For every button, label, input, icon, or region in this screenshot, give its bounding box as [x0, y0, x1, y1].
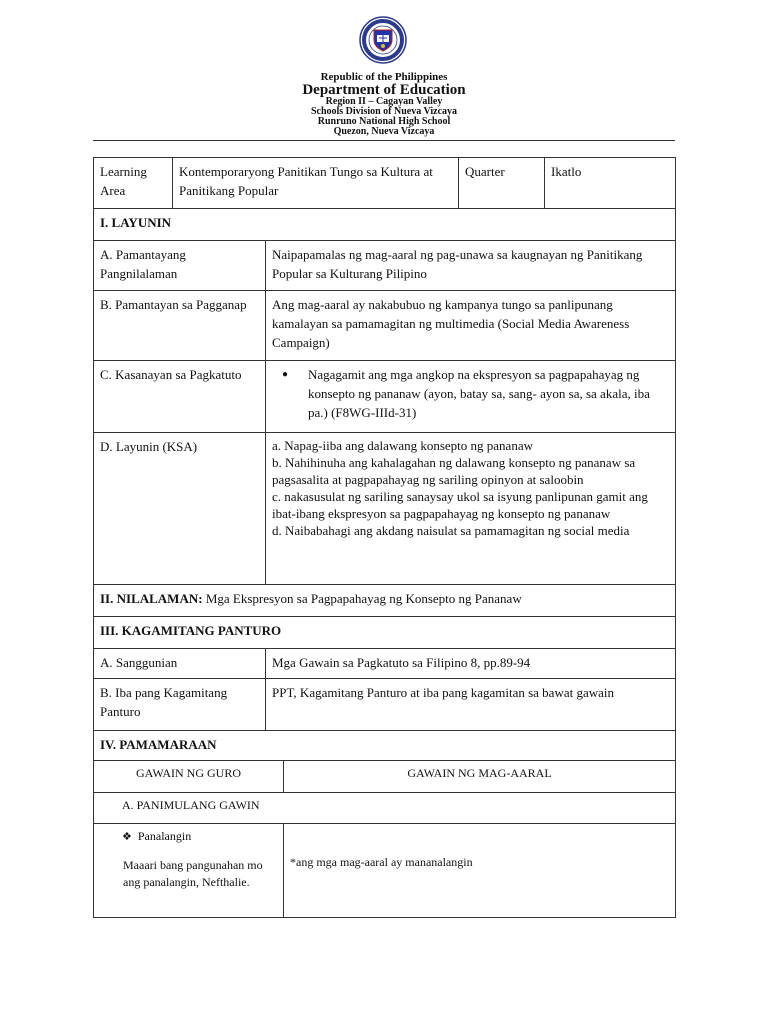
guro-text: Maaari bang pangunahan mo ang panalangin, Nefthalie. [123, 858, 263, 889]
school-name: Runruno National High School [317, 116, 451, 127]
diamond-bullet-icon: ❖ [122, 831, 132, 843]
ksa-item-b: b. Nahihinuha ang kahalagahan ng dalawang konsepto ng pananaw sa pagsasalita at pagpapahayag ng sariling opinyon at saloobin [272, 455, 636, 487]
kasanayan-item: ● Nagagamit ang mga angkop na ekspresyon sa pagpapahayag ng konsepto ng pananaw (ayon, batay sa, sang- ayon sa, sa akala, iba pa.) (F8WG-IIId-31) [308, 365, 669, 422]
learning-area-table [93, 157, 676, 209]
col-header-magaaral: GAWAIN NG MAG-AARAL [284, 761, 676, 793]
deped-seal-icon [359, 16, 407, 64]
learning-area-value: Kontemporaryong Panitikan Tungo sa Kultura at Panitikang Popular [173, 158, 459, 209]
iba-label: B. Iba pang Kagamitang Panturo [94, 679, 266, 731]
kasanayan-label: C. Kasanayan sa Pagkatuto [94, 361, 266, 433]
sanggunian-value: Mga Gawain sa Pagkatuto sa Filipino 8, pp.89-94 [266, 649, 676, 679]
pamantayang-label: A. Pamantayang Pangnilalaman [94, 241, 266, 291]
learning-area-label: Learning Area [94, 158, 173, 209]
kasanayan-cell [266, 361, 676, 433]
region-text: Region II – Cagayan Valley [325, 96, 443, 107]
layunin-heading: I. LAYUNIN [94, 209, 676, 241]
pamamaraan-heading: IV. PAMAMARAAN [94, 731, 676, 761]
ksa-item-c: c. nakasusulat ng sariling sanaysay ukol sa isyung panlipunan gamit ang ibat-ibang ekspresyon sa pagpapahayag ng konsepto ng pananaw [272, 489, 648, 521]
quarter-label: Quarter [459, 158, 545, 209]
kagamitan-heading: III. KAGAMITANG PANTURO [94, 617, 676, 649]
nilalaman-label: II. NILALAMAN: [100, 591, 203, 606]
kasanayan-list [272, 365, 669, 422]
ksa-cell [266, 433, 676, 585]
col-header-guro: GAWAIN NG GURO [94, 761, 284, 793]
iba-value: PPT, Kagamitang Panturo at iba pang kagamitan sa bawat gawain [266, 679, 676, 731]
sanggunian-label: A. Sanggunian [94, 649, 266, 679]
header-divider [93, 140, 675, 141]
nilalaman-value: Mga Ekspresyon sa Pagpapahayag ng Konsepto ng Pananaw [202, 591, 522, 606]
ksa-item-d: d. Naibabahagi ang akdang naisulat sa pamamagitan ng social media [272, 523, 630, 538]
panalangin-label: Panalangin [137, 829, 192, 843]
guro-cell [94, 824, 284, 918]
objectives-table [93, 208, 676, 761]
department-title: Department of Education [302, 82, 466, 98]
republic-text: Republic of the Philippines [320, 71, 448, 83]
pagganap-value: Ang mag-aaral ay nakabubuo ng kampanya tungo sa panlipunang kamalayan sa pamamagitan ng multimedia (Social Media Awareness Campaign) [266, 291, 676, 361]
pamantayang-value: Naipapamalas ng mag-aaral ng pag-unawa sa kaugnayan ng Panitikang Popular sa Kulturang Pilipino [266, 241, 676, 291]
school-location: Quezon, Nueva Vizcaya [333, 126, 435, 137]
ksa-item-a: a. Napag-iiba ang dalawang konsepto ng pananaw [272, 438, 533, 453]
panalangin-bullet [100, 828, 277, 846]
procedure-table [93, 760, 676, 918]
division-text: Schools Division of Nueva Vizcaya [310, 106, 458, 117]
quarter-value: Ikatlo [545, 158, 676, 209]
nilalaman-row [94, 585, 676, 617]
magaaral-text: *ang mga mag-aaral ay mananalangin [284, 824, 676, 918]
panimulang-heading: A. PANIMULANG GAWIN [94, 793, 676, 824]
ksa-label: D. Layunin (KSA) [94, 433, 266, 585]
pagganap-label: B. Pamantayan sa Pagganap [94, 291, 266, 361]
